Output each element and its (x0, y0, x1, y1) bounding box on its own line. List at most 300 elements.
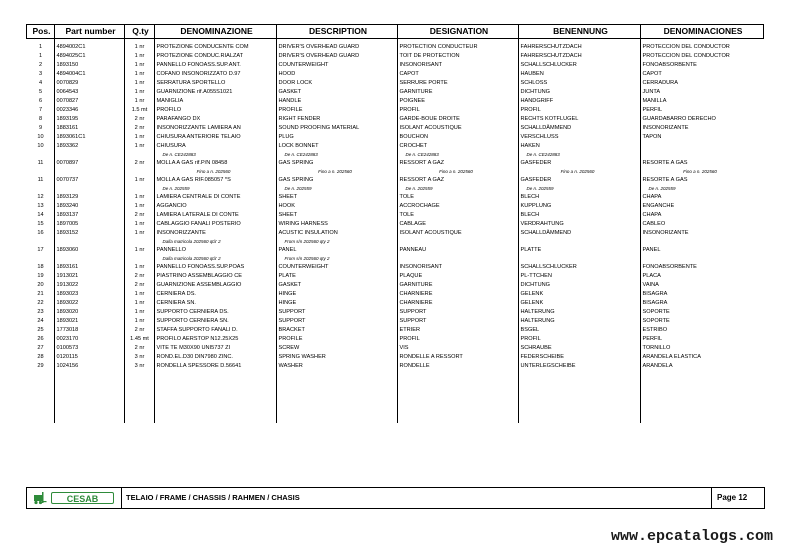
note-text: Dalla matricola 202560 qtà' 2 (162, 239, 221, 244)
table-row (27, 70, 764, 79)
cell-part-number: 1893150 (56, 62, 79, 68)
cell-designation: PROFIL (399, 107, 420, 113)
note-text: From s/n 202560 qty 2 (284, 239, 330, 244)
cell-benennung: BLECH (520, 194, 540, 200)
table-note-row (27, 185, 764, 193)
cell-benennung: HAKEN (520, 143, 540, 149)
cell-qty: 1 nr (134, 291, 145, 297)
note-text (137, 239, 143, 244)
cell-pos: 6 (38, 98, 43, 104)
cell-part-number: 0070829 (56, 80, 79, 86)
cell-benennung: PROFIL (520, 107, 541, 113)
cell-pos: 19 (37, 273, 44, 279)
table-row (27, 133, 764, 142)
cell-designation (398, 151, 519, 159)
cell-part-number: 1893021 (56, 318, 79, 324)
cell-description: DOOR LOCK (278, 80, 313, 86)
table-row (27, 335, 764, 344)
cell-pos: 24 (37, 318, 44, 324)
cell-description: SCREW (278, 345, 300, 351)
cell-designation: RESSORT A GAZ (399, 177, 445, 183)
table-row (27, 211, 764, 220)
note-text: De n. CE242883 (284, 152, 318, 157)
table-row (27, 202, 764, 211)
cell-qty: 2 nr (134, 160, 145, 166)
cell-denominazione: PANNELLO FONOASS.SUP.POAS (156, 264, 245, 270)
cell-benennung (519, 168, 641, 176)
cell-pos: 22 (37, 300, 44, 306)
cell-denominaciones: FONOABSORBENTE (642, 62, 697, 68)
cell-qty (125, 238, 155, 246)
cell-qty: 1 nr (134, 44, 145, 50)
cell-denominazione: LAMIERA CENTRALE DI CONTE (156, 194, 241, 200)
cell-description: HOOD (278, 71, 296, 77)
cell-description: HINGE (278, 291, 297, 297)
table-row (27, 362, 764, 371)
cell-denominazione (155, 168, 277, 176)
cell-qty: 1 nr (134, 89, 145, 95)
note-text: Fino a n. 202560 (196, 169, 231, 174)
cell-designation: CABLAGE (399, 221, 426, 227)
header-part-number: Part number (55, 25, 125, 39)
cell-description: GAS SPRING (278, 160, 314, 166)
cell-qty: 1 nr (134, 247, 145, 253)
cell-benennung: PLATTE (520, 247, 542, 253)
cell-part-number: 0100573 (56, 345, 79, 351)
cell-part-number (55, 168, 125, 176)
cell-part-number: 0023346 (56, 107, 79, 113)
table-row (27, 124, 764, 133)
cell-description: COUNTERWEIGHT (278, 62, 329, 68)
cell-designation: RONDELLE A RESSORT (399, 354, 463, 360)
cell-benennung: GELENK (520, 300, 544, 306)
cell-denominazione (155, 151, 277, 159)
table-row (27, 176, 764, 185)
cell-description (277, 168, 398, 176)
cell-denominaciones: PROTECCION DEL CONDUCTOR (642, 44, 730, 50)
cell-benennung (519, 151, 641, 159)
cell-denominazione: PANNELLO (156, 247, 186, 253)
cell-description: WASHER (278, 363, 303, 369)
cell-denominazione: SERRATURA SPORTELLO (156, 80, 226, 86)
cell-designation: TOLE (399, 194, 415, 200)
cell-benennung: VERDRAHTUNG (520, 221, 564, 227)
cell-pos: 17 (37, 247, 44, 253)
cell-qty: 1 nr (134, 80, 145, 86)
note-text (137, 152, 143, 157)
cell-pos: 11 (37, 160, 44, 166)
cell-denominaciones (641, 255, 764, 263)
cell-description: HINGE (278, 300, 297, 306)
cell-designation: ETRIER (399, 327, 421, 333)
cell-description: WIRING HARNESS (278, 221, 328, 227)
cell-benennung: DICHTUNG (520, 282, 551, 288)
cell-denominazione: PROTEZIONE CONDUC.RIALZAT (156, 53, 244, 59)
cell-pos: 1 (38, 44, 43, 50)
cell-qty: 1.5 mt (131, 107, 148, 113)
cell-description: GAS SPRING (278, 177, 314, 183)
header-denominaciones: DENOMINACIONES (641, 25, 764, 39)
cell-pos: 4 (38, 80, 43, 86)
cell-description: SPRING WASHER (278, 354, 326, 360)
cell-denominaciones: PERFIL (642, 107, 663, 113)
cell-benennung: HANDGRIFF (520, 98, 554, 104)
note-text (57, 186, 63, 191)
header-pos: Pos. (27, 25, 55, 39)
cell-qty: 1 nr (134, 203, 145, 209)
cell-designation: PROFIL (399, 336, 420, 342)
note-text (38, 152, 44, 157)
note-text (643, 256, 649, 261)
cell-part-number: 1893061C1 (56, 134, 86, 140)
cell-part-number: 1897005 (56, 221, 79, 227)
cell-designation: CROCHET (399, 143, 428, 149)
cell-denominazione (155, 255, 277, 263)
cell-benennung: HAUBEN (520, 71, 544, 77)
cell-description: SHEET (278, 212, 298, 218)
cell-designation: SUPPORT (399, 309, 427, 315)
table-row (27, 79, 764, 88)
cell-qty: 1 nr (134, 53, 145, 59)
cell-designation: CAPOT (399, 71, 419, 77)
cell-qty: 1 nr (134, 230, 145, 236)
note-text (521, 256, 527, 261)
cell-description: PROFILE (278, 107, 303, 113)
cell-pos: 8 (38, 116, 43, 122)
cell-benennung (519, 238, 641, 246)
cell-description: DRIVER'S OVERHEAD GUARD (278, 44, 360, 50)
cell-denominazione: CABLAGGIO FANALI POSTERIO (156, 221, 241, 227)
cell-description: PANEL (278, 247, 297, 253)
cell-denominazione: MOLLA A GAS rif.P/N 08458 (156, 160, 228, 166)
note-text (643, 152, 649, 157)
cell-denominazione: COFANO INSONORIZZATO D.97 (156, 71, 241, 77)
header-description: DESCRIPTION (277, 25, 398, 39)
cell-description: COUNTERWEIGHT (278, 264, 329, 270)
cell-part-number: 1893161 (56, 264, 79, 270)
cell-designation: INSONORISANT (399, 62, 443, 68)
column-divider (54, 38, 55, 423)
cell-pos: 2 (38, 62, 43, 68)
cell-qty: 1 nr (134, 143, 145, 149)
cell-denominazione: SUPPORTO CERNIERA SN. (156, 318, 229, 324)
header-qty: Q.ty (125, 25, 155, 39)
cell-description: GASKET (278, 282, 302, 288)
cell-qty: 2 nr (134, 273, 145, 279)
table-row (27, 193, 764, 202)
cell-denominaciones: TORNILLO (642, 345, 671, 351)
cell-denominaciones: INSONORIZANTE (642, 125, 689, 131)
cell-pos: 15 (37, 221, 44, 227)
cell-part-number (55, 255, 125, 263)
watermark: www.epcatalogs.com (610, 528, 773, 545)
cell-denominazione: INSONORIZZANTE LAMIERA AN (156, 125, 241, 131)
cell-qty: 1 nr (134, 62, 145, 68)
parts-body (27, 39, 764, 372)
cell-pos (27, 151, 55, 159)
cell-denominaciones: CAPOT (642, 71, 662, 77)
cell-benennung: GASFEDER (520, 160, 552, 166)
cell-benennung: GELENK (520, 291, 544, 297)
cell-benennung: KUPPLUNG (520, 203, 552, 209)
cell-designation: ACCROCHAGE (399, 203, 440, 209)
cell-part-number: 4894025C1 (56, 53, 86, 59)
cell-denominazione: CERNIERA SN. (156, 300, 196, 306)
cell-denominaciones: CERRADURA (642, 80, 678, 86)
note-text: From s/n 202560 qty 2 (284, 256, 330, 261)
table-note-row (27, 255, 764, 263)
cell-designation: ISOLANT ACOUSTIQUE (399, 230, 462, 236)
note-text: De n. 202559 (648, 186, 676, 191)
cell-pos: 3 (38, 71, 43, 77)
cell-benennung: SCHALLSCHLUCKER (520, 62, 577, 68)
note-text (38, 186, 44, 191)
table-row (27, 159, 764, 168)
table-row (27, 246, 764, 255)
column-divider (154, 38, 155, 423)
cell-designation: RONDELLE (399, 363, 430, 369)
cell-designation (398, 255, 519, 263)
cell-description: RIGHT FENDER (278, 116, 321, 122)
cell-denominazione: PIASTRINO ASSEMBLAGGIO CE (156, 273, 242, 279)
cell-denominazione: PANNELLO FONOASS.SUP.ANT. (156, 62, 241, 68)
cell-designation: GARNITURE (399, 89, 433, 95)
header-row (27, 25, 764, 39)
note-text: Fino a n. 202560 (318, 169, 352, 174)
cell-description (277, 255, 398, 263)
cell-denominaciones (641, 238, 764, 246)
cell-part-number: 1913021 (56, 273, 79, 279)
cell-denominazione: AGGANCIO (156, 203, 187, 209)
cell-benennung: SCHRAUBE (520, 345, 552, 351)
logo (27, 488, 122, 508)
cell-pos (27, 185, 55, 193)
cell-designation: PLAQUE (399, 273, 423, 279)
cell-designation: INSONORISANT (399, 264, 443, 270)
cell-denominaciones: ESTRIBO (642, 327, 668, 333)
cell-benennung: FAHRERSCHUTZDACH (520, 44, 582, 50)
note-text: Fino a n. 202560 (560, 169, 595, 174)
cell-qty: 1 nr (134, 177, 145, 183)
cell-description: HOOK (278, 203, 295, 209)
cell-benennung: HALTERUNG (520, 309, 555, 315)
cell-part-number: 1773018 (56, 327, 79, 333)
table-note-row (27, 151, 764, 159)
cell-pos (27, 255, 55, 263)
cell-part-number: 1893023 (56, 291, 79, 297)
cell-benennung: BSGEL (520, 327, 540, 333)
cell-description: BRACKET (278, 327, 305, 333)
cell-denominaciones: PERFIL (642, 336, 663, 342)
note-text: De n. 202559 (526, 186, 554, 191)
note-text: De n. CE242883 (162, 152, 196, 157)
column-divider (518, 38, 519, 423)
table-row (27, 115, 764, 124)
cell-denominaciones: JUNTA (642, 89, 661, 95)
cell-denominaciones (641, 185, 764, 193)
cell-part-number: 1024156 (56, 363, 79, 369)
note-text: Fino a n. 202560 (683, 169, 717, 174)
cell-qty: 1 nr (134, 309, 145, 315)
cell-denominazione: MANIGLIA (156, 98, 184, 104)
cell-pos: 23 (37, 309, 44, 315)
cell-benennung: DICHTUNG (520, 89, 551, 95)
note-text: De n. 202559 (284, 186, 312, 191)
note-text (57, 256, 63, 261)
cell-part-number: 0070737 (56, 177, 79, 183)
cell-description: LOCK BONNET (278, 143, 319, 149)
cell-designation: TOIT DE PROTECTION (399, 53, 460, 59)
cell-description: ACUSTIC INSULATION (278, 230, 338, 236)
cell-denominazione: PROTEZIONE CONDUCENTE COM (156, 44, 249, 50)
cell-pos: 5 (38, 89, 43, 95)
cell-pos: 25 (37, 327, 44, 333)
cell-qty (125, 151, 155, 159)
cell-denominaciones: FONOABSORBENTE (642, 264, 697, 270)
note-text (38, 256, 44, 261)
cell-pos: 16 (37, 230, 44, 236)
cell-description (277, 238, 398, 246)
cell-description: HANDLE (278, 98, 302, 104)
cell-benennung: PL-TTCHEN (520, 273, 552, 279)
cell-qty: 1 nr (134, 98, 145, 104)
table-row (27, 61, 764, 70)
cell-denominazione: VITE TE M30X90 UNI5737 ZI (156, 345, 231, 351)
note-text (137, 256, 143, 261)
cell-description: SOUND PROOFING MATERIAL (278, 125, 360, 131)
cell-benennung: HALTERUNG (520, 318, 555, 324)
cell-denominazione: PARAFANGO DX (156, 116, 201, 122)
cell-denominaciones: ENGANCHE (642, 203, 675, 209)
cell-part-number: 1893152 (56, 230, 79, 236)
cell-designation: GARNITURE (399, 282, 433, 288)
cell-description: SUPPORT (278, 318, 306, 324)
cell-qty: 2 nr (134, 125, 145, 131)
cell-part-number: 0023170 (56, 336, 79, 342)
table-row (27, 317, 764, 326)
note-text (400, 256, 406, 261)
table-row (27, 326, 764, 335)
table-note-row (27, 168, 764, 176)
cell-benennung: SCHALLDÄMMEND (520, 230, 572, 236)
cell-qty: 1 nr (134, 300, 145, 306)
note-text (643, 239, 649, 244)
cell-pos: 18 (37, 264, 44, 270)
cell-pos: 27 (37, 345, 44, 351)
cell-qty: 2 nr (134, 345, 145, 351)
cell-qty: 1 nr (134, 264, 145, 270)
note-text: Fino a n. 202560 (439, 169, 473, 174)
note-text: De n. 202559 (162, 186, 190, 191)
cell-designation: VIS (399, 345, 409, 351)
cell-pos (27, 168, 55, 176)
note-text (137, 186, 143, 191)
forklift-icon (33, 491, 47, 505)
cell-denominaciones: PANEL (642, 247, 661, 253)
cell-denominazione: STAFFA SUPPORTO FANALI D. (156, 327, 238, 333)
cell-part-number: 1893137 (56, 212, 79, 218)
cell-designation: BOUCHON (399, 134, 429, 140)
table-row (27, 97, 764, 106)
logo-text: CESAB (51, 492, 114, 504)
cell-qty: 1 nr (134, 134, 145, 140)
cell-pos: 21 (37, 291, 44, 297)
cell-benennung: FAHRERSCHUTZDACH (520, 53, 582, 59)
table-row (27, 272, 764, 281)
cell-denominazione: GUARNIZIONE ASSEMBLAGGIO (156, 282, 242, 288)
table-row (27, 43, 764, 52)
cell-part-number: 4894002C1 (56, 44, 86, 50)
cell-denominaciones: BISAGRA (642, 300, 668, 306)
footer-bar (26, 487, 765, 509)
table-row (27, 263, 764, 272)
cell-qty (125, 168, 155, 176)
cell-denominazione: INSONORIZZANTE (156, 230, 206, 236)
note-text: De n. CE242883 (526, 152, 560, 157)
cell-denominazione: CHIUSURA (156, 143, 186, 149)
cell-part-number: 1893362 (56, 143, 79, 149)
note-text (38, 239, 44, 244)
cell-qty (125, 255, 155, 263)
cell-part-number (55, 185, 125, 193)
cell-description (277, 185, 398, 193)
cell-qty (125, 185, 155, 193)
cell-part-number (55, 151, 125, 159)
cell-benennung: GASFEDER (520, 177, 552, 183)
cell-description: SUPPORT (278, 309, 306, 315)
cell-benennung: SCHALLSCHLUCKER (520, 264, 577, 270)
cell-denominaciones: CABLEO (642, 221, 666, 227)
note-text (521, 239, 527, 244)
cell-benennung (519, 185, 641, 193)
cell-denominazione: PROFILO AERSTOP N12.25X25 (156, 336, 239, 342)
cell-denominaciones: PROTECCION DEL CONDUCTOR (642, 53, 730, 59)
table-row (27, 344, 764, 353)
cell-pos: 10 (37, 143, 44, 149)
cell-denominaciones (641, 142, 764, 151)
cell-description: PLUG (278, 134, 294, 140)
cell-qty: 3 nr (134, 363, 145, 369)
cell-qty: 1 nr (134, 194, 145, 200)
cell-pos: 1 (38, 53, 43, 59)
table-row (27, 229, 764, 238)
cell-part-number: 1893022 (56, 300, 79, 306)
cell-denominaciones: CHAPA (642, 194, 662, 200)
cell-part-number: 1893129 (56, 194, 79, 200)
cell-denominaciones: PLACA (642, 273, 661, 279)
cell-denominazione (155, 185, 277, 193)
cell-denominaciones: RESORTE A GAS (642, 177, 688, 183)
cell-pos: 12 (37, 194, 44, 200)
cell-qty: 2 nr (134, 116, 145, 122)
cell-pos: 9 (38, 125, 43, 131)
cell-designation: RESSORT A GAZ (399, 160, 445, 166)
note-text (57, 152, 63, 157)
cell-qty: 1 nr (134, 318, 145, 324)
cell-qty: 1.45 mt (130, 336, 149, 342)
cell-pos: 10 (37, 134, 44, 140)
cell-denominazione: RONDELLA SPESSORE D.56641 (156, 363, 242, 369)
cell-benennung: RECHTS KOTFLUGEL (520, 116, 579, 122)
cell-part-number: 0064543 (56, 89, 79, 95)
cell-pos: 14 (37, 212, 44, 218)
cell-denominaciones: CHAPA (642, 212, 662, 218)
table-note-row (27, 238, 764, 246)
cell-part-number: 1893020 (56, 309, 79, 315)
cell-part-number: 0120115 (56, 354, 78, 360)
cell-part-number: 1893195 (56, 116, 79, 122)
cell-designation (398, 238, 519, 246)
